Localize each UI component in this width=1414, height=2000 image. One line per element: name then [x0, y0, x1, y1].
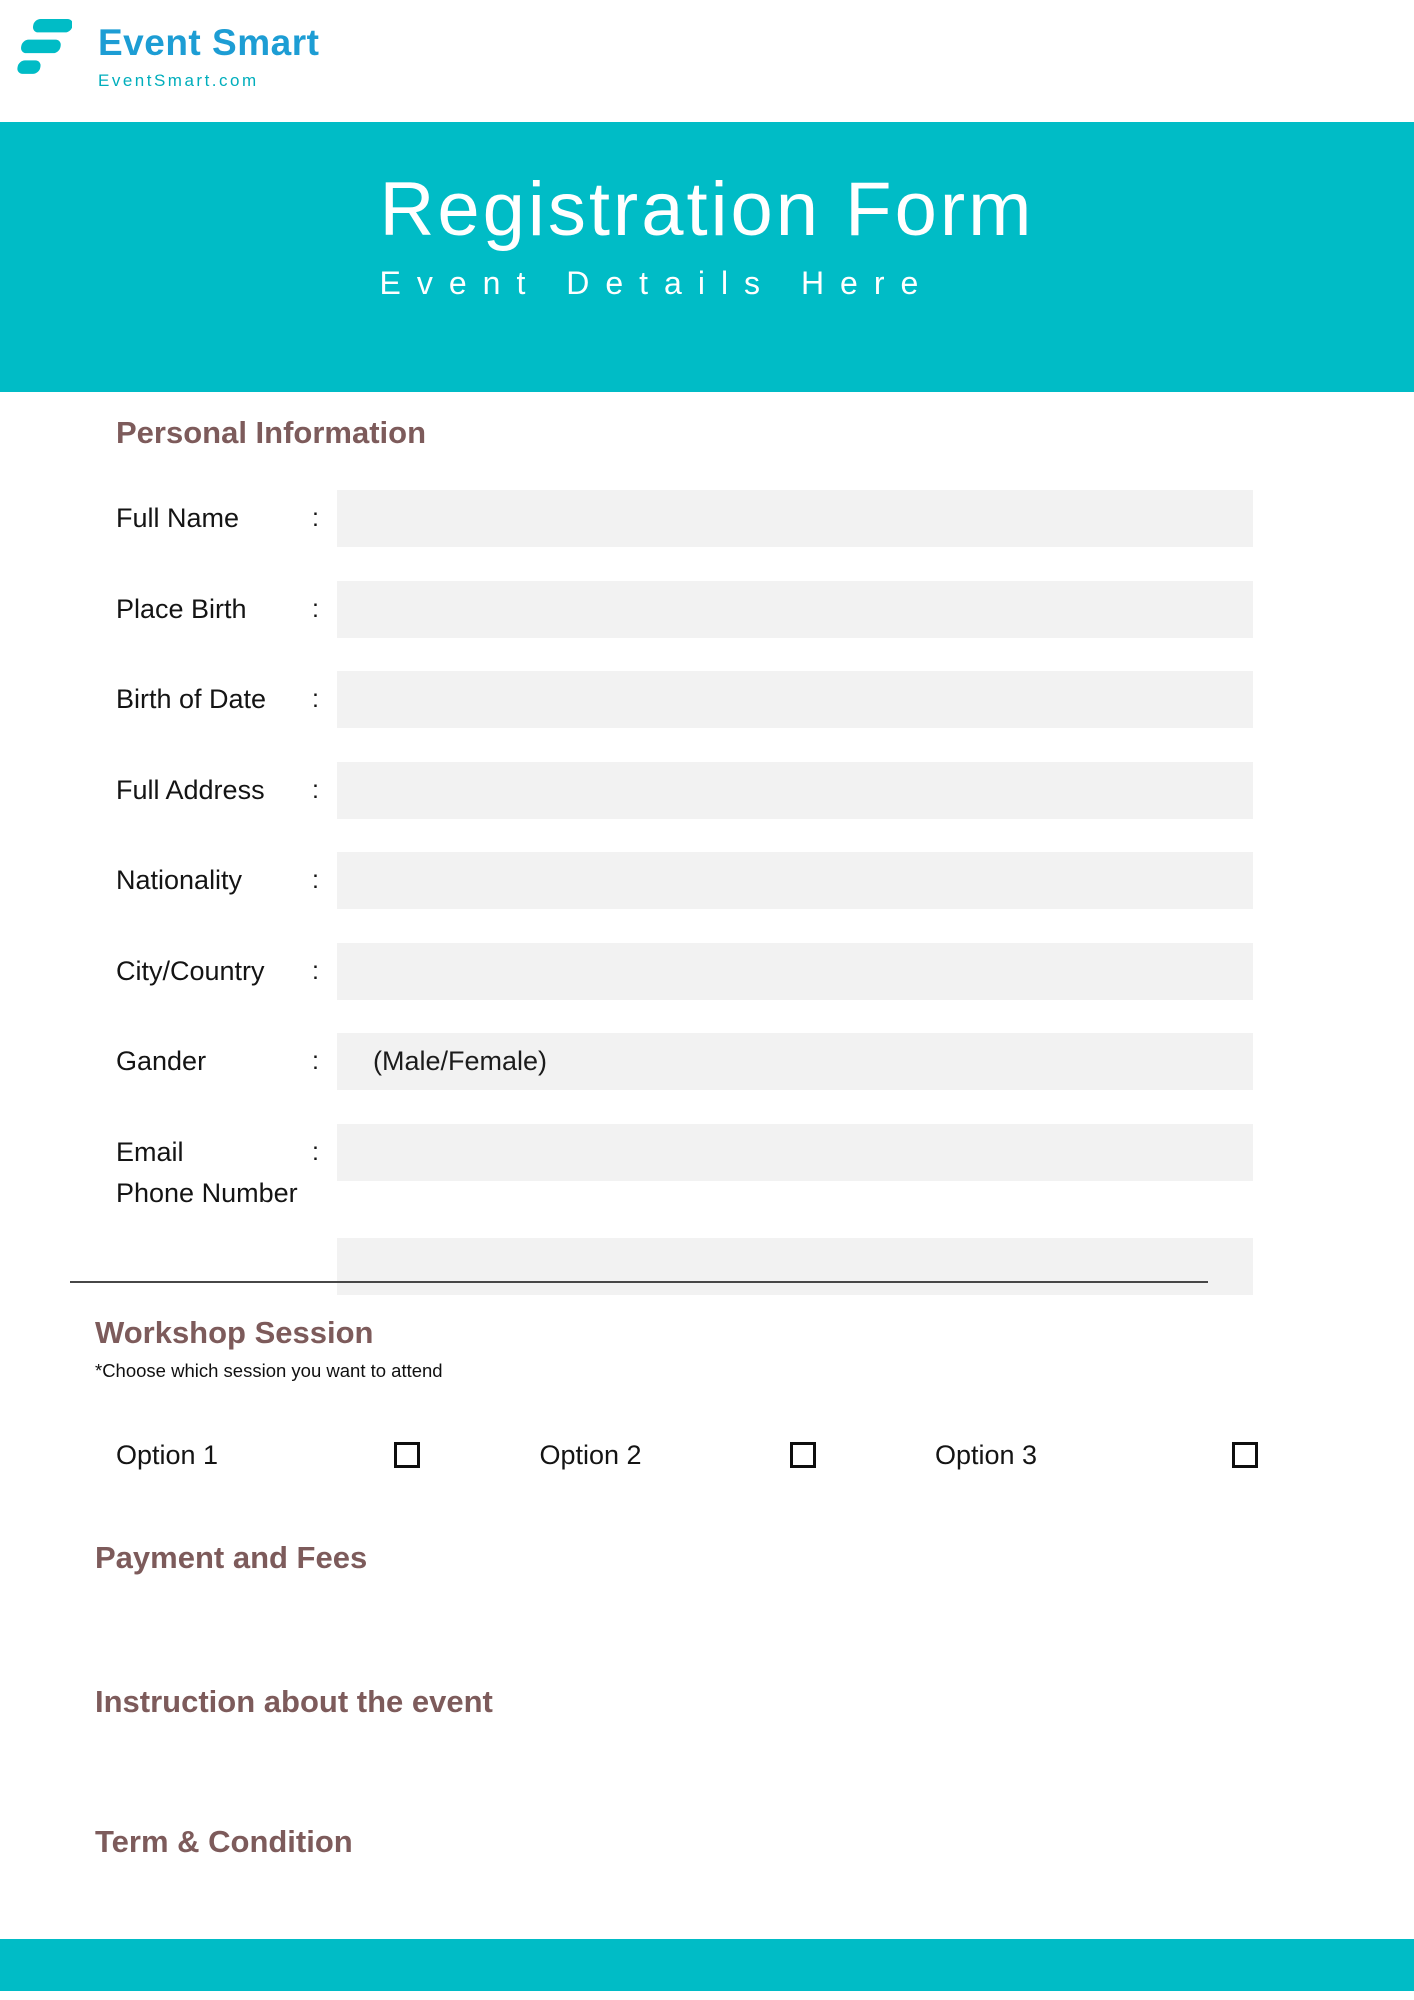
option-group-3	[935, 1440, 1258, 1471]
field-colon: :	[312, 957, 319, 985]
option-1-checkbox[interactable]	[394, 1442, 420, 1468]
section-divider-line	[70, 1281, 1208, 1283]
options-row	[116, 1438, 1258, 1472]
field-row-place-birth	[116, 581, 1253, 638]
option-label: Option 2	[539, 1439, 642, 1470]
personal-information-heading: Personal Information	[116, 415, 427, 450]
field-row-full-address	[116, 762, 1253, 819]
instruction-heading: Instruction about the event	[95, 1684, 493, 1719]
phone-number-input[interactable]	[337, 1238, 1253, 1295]
field-row-city-country	[116, 943, 1253, 1000]
place-birth-input[interactable]	[337, 581, 1253, 638]
option-2-checkbox[interactable]	[790, 1442, 816, 1468]
option-3-checkbox[interactable]	[1232, 1442, 1258, 1468]
field-label: Nationality	[116, 865, 243, 895]
form-title: Registration Form	[379, 166, 1035, 252]
field-label: Gander	[116, 1046, 207, 1076]
footer-accent-bar	[0, 1939, 1414, 1991]
workshop-session-heading: Workshop Session	[95, 1315, 374, 1350]
field-label: City/Country	[116, 956, 265, 986]
field-label: Full Name	[116, 503, 240, 533]
banner	[0, 122, 1414, 392]
field-colon: :	[312, 866, 319, 894]
terms-heading: Term & Condition	[95, 1824, 353, 1859]
field-label: Birth of Date	[116, 684, 267, 714]
field-row-gander	[116, 1033, 1253, 1090]
form-subtitle: Event Details Here	[379, 265, 935, 302]
option-group-2	[540, 1440, 816, 1471]
field-colon: :	[312, 1047, 319, 1075]
field-row-full-name	[116, 490, 1253, 547]
field-label: Full Address	[116, 775, 265, 805]
full-name-input[interactable]	[337, 490, 1253, 547]
field-row-email	[116, 1124, 1253, 1181]
field-colon: :	[312, 776, 319, 804]
full-address-input[interactable]	[337, 762, 1253, 819]
email-input[interactable]	[337, 1124, 1253, 1181]
banner-inner	[379, 166, 1035, 303]
nationality-input[interactable]	[337, 852, 1253, 909]
field-colon: :	[312, 595, 319, 623]
field-colon: :	[312, 1138, 319, 1166]
gander-input[interactable]	[337, 1033, 1253, 1090]
payment-and-fees-heading: Payment and Fees	[95, 1540, 368, 1575]
workshop-note: *Choose which session you want to attend	[95, 1360, 443, 1381]
city-country-input[interactable]	[337, 943, 1253, 1000]
logo	[14, 12, 319, 91]
option-group-1	[116, 1440, 420, 1471]
option-label: Option 1	[116, 1439, 219, 1470]
phone-number-label: Phone Number	[116, 1178, 298, 1208]
field-row-birth-of-date	[116, 671, 1253, 728]
field-colon: :	[312, 504, 319, 532]
field-label: Place Birth	[116, 594, 247, 624]
birth-of-date-input[interactable]	[337, 671, 1253, 728]
event-smart-logo-icon	[14, 16, 72, 82]
logo-text	[98, 22, 319, 91]
field-colon: :	[312, 685, 319, 713]
option-label: Option 3	[935, 1439, 1038, 1470]
field-label: Email	[116, 1137, 184, 1167]
logo-title: Event Smart	[98, 22, 320, 63]
logo-subtitle: EventSmart.com	[98, 71, 259, 90]
field-row-nationality	[116, 852, 1253, 909]
